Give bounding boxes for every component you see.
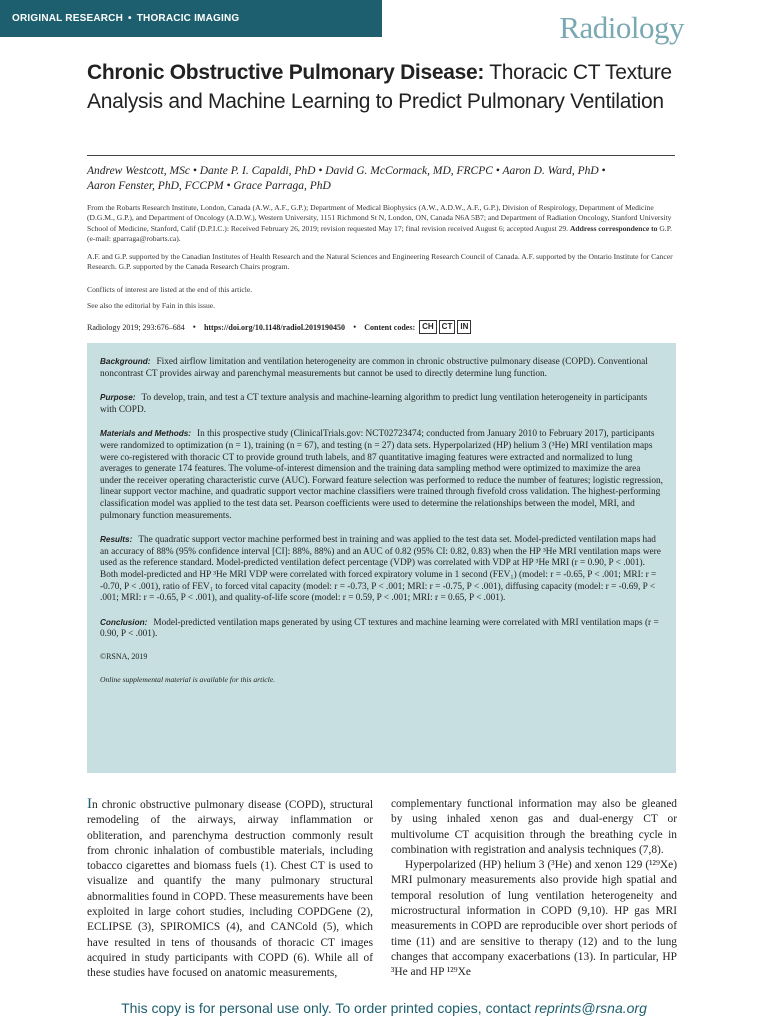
- background-text: Fixed airflow limitation and ventilation heterogeneity are common in chronic obstructive pulmonary disease (COPD). Conventional noncontrast CT provides airway and parenchymal measurements but cannot be used to directly determine lung function.: [100, 357, 648, 379]
- title-rule: [87, 155, 675, 156]
- abstract-box: [87, 343, 676, 773]
- purpose-label: Purpose:: [100, 393, 136, 403]
- body-column-left: [87, 797, 373, 982]
- abstract-conclusion: [100, 617, 663, 641]
- subsection-label: THORACIC IMAGING: [136, 13, 240, 24]
- editorial-note: See also the editorial by Fain in this issue.: [87, 301, 216, 310]
- reprint-email-link[interactable]: reprints@rsna.org: [534, 1000, 647, 1016]
- content-code-in: IN: [457, 320, 471, 334]
- abstract-results: [100, 534, 663, 605]
- results-text: The quadratic support vector machine performed best in training and was applied to the test data set. Model-predicted ventilation maps had an accuracy of 88% (95% confidence interval [CI]: 88%, 88%) and an AUC of 0.82 (95% CI: 0.82, 0.83) when the HP ³He MRI ventilation maps were used as the reference standard. Model-predicted ventilation defect percentage (VDP) was correlated with VDP at HP ³He MRI (r = 0.90, P < .001). Both model-predicted and HP ³He MRI VDP were correlated with forced expiratory volume in 1 second (FEV₁) (model: r = -0.65, P < .001; MRI: r = -0.70, P < .001), ratio of FEV₁ to forced vital capacity (model: r = -0.73, P < .001; MRI: r = -0.75, P < .001), diffusing capacity (model: r = -0.69, P < .001; MRI: r = -0.65, P < .001), and quality-of-life score (model: r = 0.59, P < .001; MRI: r = 0.65, P < .001).: [100, 535, 661, 604]
- authors-line-1: Andrew Westcott, MSc • Dante P. I. Capaldi, PhD • David G. McCormack, MD, FRCPC • Aaron D. Ward, PhD •: [87, 165, 606, 177]
- content-codes: [419, 320, 471, 334]
- article-title: [87, 58, 687, 116]
- journal-logo: Radiology: [559, 10, 684, 45]
- affiliation-text: From the Robarts Research Institute, London, Canada (A.W., A.F., G.P.); Department of Medical Biophysics (A.W., A.D.W., A.F., G.P.), Division of Respirology, Department of Medicine (D.G.M., G.P.), and Department of Oncology (A.D.W.), Western University, 1151 Richmond St N, London, ON, Canada N6A 5B7; and Department of Radiation Oncology, Stanford University School of Medicine, Stanford, Calif (D.P.I.C.): Received February 26, 2019; revision requested May 17; final revision received August 6; accepted August 29.: [87, 203, 672, 233]
- body-paragraph: complementary functional information may also be gleaned by using inhaled xenon gas and dual-energy CT or multivolume CT acquisition through the breathing cycle in combination with registration and analysis techniques (7,8).: [391, 798, 677, 856]
- banner-separator: •: [128, 13, 132, 24]
- conclusion-text: Model-predicted ventilation maps generated by using CT textures and machine learning were correlated with MRI ventilation maps (r = 0.90, P < .001).: [100, 617, 659, 640]
- content-code-ct: CT: [439, 320, 456, 334]
- content-codes-label: Content codes:: [364, 322, 416, 332]
- paragraph-text: n chronic obstructive pulmonary disease (COPD), structural remodeling of the airways, airway inflammation or obliteration, and parenchyma destruction commonly result from chronic inhalation of combustible materials, including tobacco cigarettes and biomass fuels (1). Chest CT is used to visualize and quantify the many pulmonary structural abnormalities found in COPD. These measurements have been exploited in large cohort studies, including COPDGene (2), ECLIPSE (3), SPIROMICS (4), and CANCold (5), which have resulted in tens of thousands of thoracic CT images acquired in study participants with COPD (6). While all of these studies have focused on anatomic measurements,: [87, 799, 373, 980]
- abstract-methods: [100, 428, 663, 522]
- methods-label: Materials and Methods:: [100, 429, 191, 439]
- correspondence-label: Address correspondence to: [569, 223, 658, 233]
- results-label: Results:: [100, 535, 133, 545]
- affiliations: [87, 203, 677, 244]
- body-paragraph: [87, 797, 373, 982]
- conclusion-label: Conclusion:: [100, 617, 148, 627]
- doi-link[interactable]: https://doi.org/10.1148/radiol.2019190450: [203, 322, 346, 332]
- purpose-text: To develop, train, and test a CT texture analysis and machine-learning algorithm to predict lung ventilation heterogeneity in participants with COPD.: [100, 393, 648, 415]
- citation-line: [87, 320, 687, 334]
- title-bold: Chronic Obstructive Pulmonary Disease:: [87, 61, 485, 84]
- title-rest: Thoracic CT Texture Analysis and Machine Learning to Predict Pulmonary Ventilation: [87, 61, 672, 113]
- citation-ref: Radiology 2019; 293:676–684: [87, 322, 185, 332]
- correspondence-text: G.P. (e-mail: gparraga@robarts.ca).: [87, 223, 672, 243]
- background-label: Background:: [100, 357, 151, 366]
- conflicts-note: Conflicts of interest are listed at the end of this article.: [87, 285, 253, 294]
- author-list: [87, 164, 687, 194]
- copyright: ©RSNA, 2019: [100, 651, 148, 661]
- bullet-separator: •: [353, 322, 357, 332]
- footer-text: This copy is for personal use only. To order printed copies, contact: [121, 1000, 535, 1016]
- funding-statement: A.F. and G.P. supported by the Canadian Institutes of Health Research and the Natural Sciences and Engineering Research Council of Canada. A.F. supported by the Ontario Institute for Cancer Research. G.P. supported by the Canada Research Chairs program.: [87, 252, 673, 272]
- body-paragraph: Hyperpolarized (HP) helium 3 (³He) and xenon 129 (¹²⁹Xe) MRI pulmonary measurements also provide high spatial and temporal resolution of lung ventilation heterogeneity and microstructural information in COPD (9,10). HP gas MRI measurements in COPD are reproducible over short periods of time (11) and are sensitive to therapy (12) and to the lung changes that accompany exacerbations (13). In particular, HP ³He and HP ¹²⁹Xe: [391, 859, 677, 979]
- section-label: ORIGINAL RESEARCH: [12, 13, 124, 24]
- online-supplement-note: Online supplemental material is available for this article.: [100, 675, 276, 685]
- methods-text: In this prospective study (ClinicalTrials.gov: NCT02723474; conducted from January 2010 to February 2017), participants were randomized to optimization (n = 1), training (n = 67), and testing (n = 27) data sets. Hyperpolarized (HP) helium 3 (³He) MRI ventilation maps were co-registered with thoracic CT to provide ground truth labels, and 87 quantitative imaging features were extracted and normalized to lung averages to generate 174 features. The volume-of-interest dimension and the training data sampling method were optimized to maximize the area under the receiver operating characteristic curve (AUC). Forward feature selection was performed to reduce the number of features; logistic regression, linear support vector machine, and quadratic support vector machine classifiers were trained through fivefold cross validation. The highest-performing classification model was applied to the test data set. Pearson coefficients were used to determine the relationships between the model, MRI, and pulmonary function measurements.: [100, 429, 663, 521]
- reprint-footer: [0, 1000, 768, 1016]
- authors-line-2: Aaron Fenster, PhD, FCCPM • Grace Parraga, PhD: [87, 180, 331, 192]
- body-column-right: [391, 797, 677, 981]
- bullet-separator: •: [192, 322, 196, 332]
- drop-cap: I: [87, 796, 92, 812]
- abstract-background: [100, 356, 663, 380]
- abstract-purpose: [100, 392, 663, 416]
- section-banner: [0, 0, 382, 37]
- content-code-ch: CH: [419, 320, 437, 334]
